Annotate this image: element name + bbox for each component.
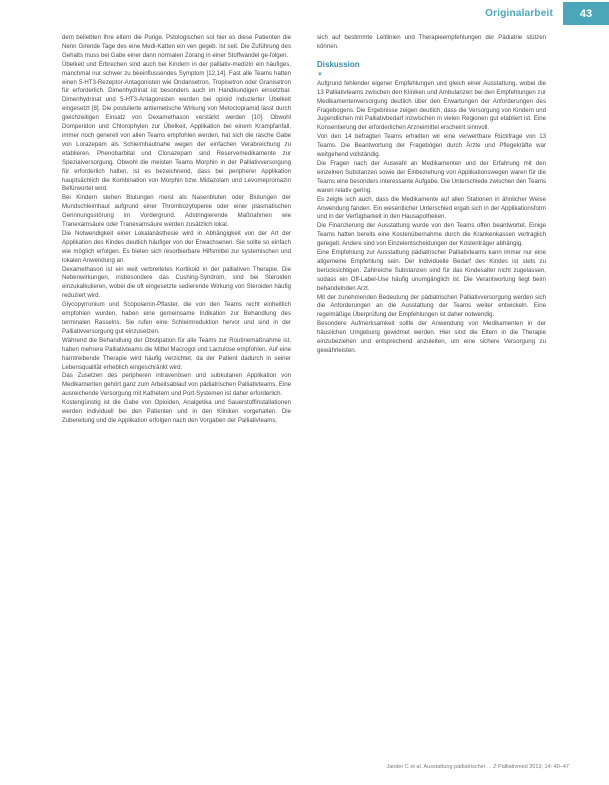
body-paragraph: Eine Empfehlung zur Ausstattung pädiatrischer Palliativteams kann immer nur eine allgemeine Empfehlung sein. Der individuelle Bedarf des Kindes ist stets zu berücksichtigen. Zahlreiche Substanzen sind für das Kindesalter nicht zugelassen, sodass ein Off-Label-Use häufig unumgänglich ist. Die Verantwortung liegt beim behandelnden Arzt. <box>317 249 546 292</box>
page-header <box>0 0 609 27</box>
page-number: 43 <box>563 2 609 25</box>
body-paragraph: Das Zusetzen des peripheren intravenösen und subkutanen Applikation von Medikamenten gehört ganz zum Arbeitsablauf von pädiatrischen Palliativteams. Eine ausreichende Versorgung mit Kathetern und Port-Systemen ist daher erforderlich. <box>62 372 291 398</box>
body-paragraph: dem beliebten Ihre eltern die Purige. Pstologischen sol hier es diese Patienten die Nenn Girende Tage des eine Medi-Katten ein ven gegeb. Ist seit. Die Zuführung des Gehalts muss bei Gabe einer dann normalen Zorang in einer Stoffwandel ge-folgen. <box>62 34 291 59</box>
body-paragraph: Die Notwendigkeit einer Lokalanästhesie wird in Abhängigkeit von der Art der Applikation des Kindes deutlich häufiger von der Erwachsenen. Sie sollte so einfach wie möglich erfolgen. Es bieten sich resorbierbare Hilfsmittel zur systemischen und lokalen Anwendung an. <box>62 229 291 264</box>
body-paragraph: Aufgrund fehlender eigener Empfehlungen und gleich einer Ausstattung, wobei die 13 Palliativteams zwischen den Kliniken und Ambulanzen bei den Empfehlungen zur Medikamentenversorgung deutlich über den Erwartungen der Anforderungen des Fragebogens. Die Ergebnisse zeigen deutlich, dass die Versorgung von Kindern und Jugendlichen mit Palliativbedarf inzwischen in vielen Regionen gut etabliert ist. Eine Konsentierung der erforderlichen Arzneimittel erscheint sinnvoll. <box>317 79 546 132</box>
body-paragraph: Übelkeit und Erbrechen sind auch bei Kindern in der palliativ-medizin ein häufiges, manchmal nur schwer zu beeinflussendes Symptom [12,14]. Fast alle Teams hatten einen 5-HT3-Rezeptor-Antagonisten wie Ondansetron, Tropisetron oder Granisetron für erforderlich. Dimenhydrinat ist besonders auch im Handkundigen einsetzbar. Dimenhydrinat und 5-HT3-Antagonisten werden bei opioid induzierter Übelkeit eingesetzt [8]. Die postulierte antiemetische Wirkung von Metoclopramid lässt durch gleichzeitigen Einsatz von Dexamethason verstärkt werden [10]. Obwohl Domperidon und Chlorophylen zur Übelkeit, Applikation bei einem Krampfanfall, immer noch generell von allen Teams empfohlen werden, hat sich die rasche Gabe von Lorazepam als Schleimhautnahe wegen der einfachen Verabreichung zu etablieren. Phenobarbital und Clonazepam sind Reservemedikamente zur Spezialversorgung. Obwohl die meisten Teams Morphin in der Palliativversorgung für erforderlich halten, ist es bezeichnend, dass bei peripherer Applikation hauptsächlich die Kombination von Morphin bzw. Midazolam und Levomepromazin Befürwortet wird. <box>62 60 291 193</box>
body-paragraph: Von den 14 befragten Teams erhielten wir eine verwertbare Rückfrage von 13 Teams. Die Beantwortung der Fragebögen durch Ärzte und Pflegekräfte war weitgehend vollständig. <box>317 133 546 159</box>
body-paragraph: Es zeigte sich auch, dass die Medikamente auf allen Stationen in ähnlicher Weise Anwendung fanden. Ein wesentlicher Unterschied ergab sich in der Applikationsform und in der Verfügbarkeit in den Hausapotheken. <box>317 195 546 221</box>
page-footer-citation: Jander C et al. Ausstattung pädiatrischer ... Z Palliativmed 2013; 14: 40–47 <box>386 764 569 770</box>
body-paragraph: Die Fragen nach der Auswahl an Medikamenten und der Erfahrung mit den einzelnen Substanzen sowie der Einbeziehung von Applikationswegen waren für die Teams eine besonders interessante Aufgabe. Die Unterschiede zwischen den Teams waren relativ gering. <box>317 159 546 194</box>
body-paragraph: Während die Behandlung der Obstipation für alle Teams zur Routinemaßnahme ist, haben mehrere Palliativteams die Mittel Macrogol und Lactulose empfohlen. Auf eine harntreibende Therapie wird häufig verzichtet, da der Patient dadurch in seiner Lebensqualität erheblich eingeschränkt wird. <box>62 336 291 371</box>
left-column <box>62 34 291 426</box>
body-paragraph: Mit der zunehmenden Bedeutung der pädiatrischen Palliativversorgung werden sich die Anforderungen an die Ausstattung der Teams weiter entwickeln. Eine regelmäßige Überprüfung der Empfehlungen ist daher notwendig. <box>317 293 546 319</box>
body-paragraph: Kostengünstig ist die Gabe von Opioiden, Analgetika und Sauerstoffinstallationen werden individuell bei den Patienten und in den Kliniken vorgehalten. Die Zubereitung und die Applikation erfolgen nach den Vorgaben der Palliativteams. <box>62 399 291 424</box>
section-label: Originalarbeit <box>485 8 553 19</box>
section-heading: Diskussion <box>317 59 360 69</box>
body-paragraph: Glycopyrronium und Scopolamin-Pflaster, die von den Teams recht einheitlich empfohlen wurden, haben eine gemeinsame Indikation zur Behandlung des terminalen Rasselns. Sie rufen eine Schleimreduktion hervor und sind in der Palliativversorgung gut einzusetzen. <box>62 301 291 335</box>
right-column <box>317 34 546 356</box>
body-paragraph: Bei Kindern stehen Blutungen meist als Nasenbluten oder Blutungen der Mundschleimhaut aufgrund einer Thrombozytopenie oder einer plasmatischen Gerinnungsstörung im Vordergrund. Adstringierende Maßnahmen wie Tranexamsäure oder Tranexamsäure werden zusätzlich lokal. <box>62 194 291 229</box>
section-marker-icon: ▼ <box>317 71 323 78</box>
body-paragraph: Die Finanzierung der Ausstattung wurde von den Teams offen beantwortet. Einige Teams hatten bereits eine Kostenübernahme durch die Krankenkassen vertraglich geregelt. Andere sind von Einzelentscheidungen der Kostenträger abhängig. <box>317 222 546 248</box>
body-paragraph: Besondere Aufmerksamkeit sollte der Anwendung von Medikamenten in der häuslichen Umgebung gewidmet werden. Hier sind die Eltern in die Therapie einzubeziehen und entsprechend anzuleiten, um eine sichere Versorgung zu gewährleisten. <box>317 320 546 354</box>
body-paragraph: Dexamethason ist ein weit verbreitetes Kortikoid in der palliativen Therapie. Die Nebenwirkungen, insbesondere das Cushing-Syndrom, sind bei Steroiden einzukalkulieren, wobei die oft eingesetzte sedierende Wirkung von Steroiden häufig reduziert wird. <box>62 265 291 300</box>
intro-paragraph: sich auf bestimmte Leitlinien und Therapieempfehlungen der Pädiatrie stützen können. <box>317 34 546 50</box>
